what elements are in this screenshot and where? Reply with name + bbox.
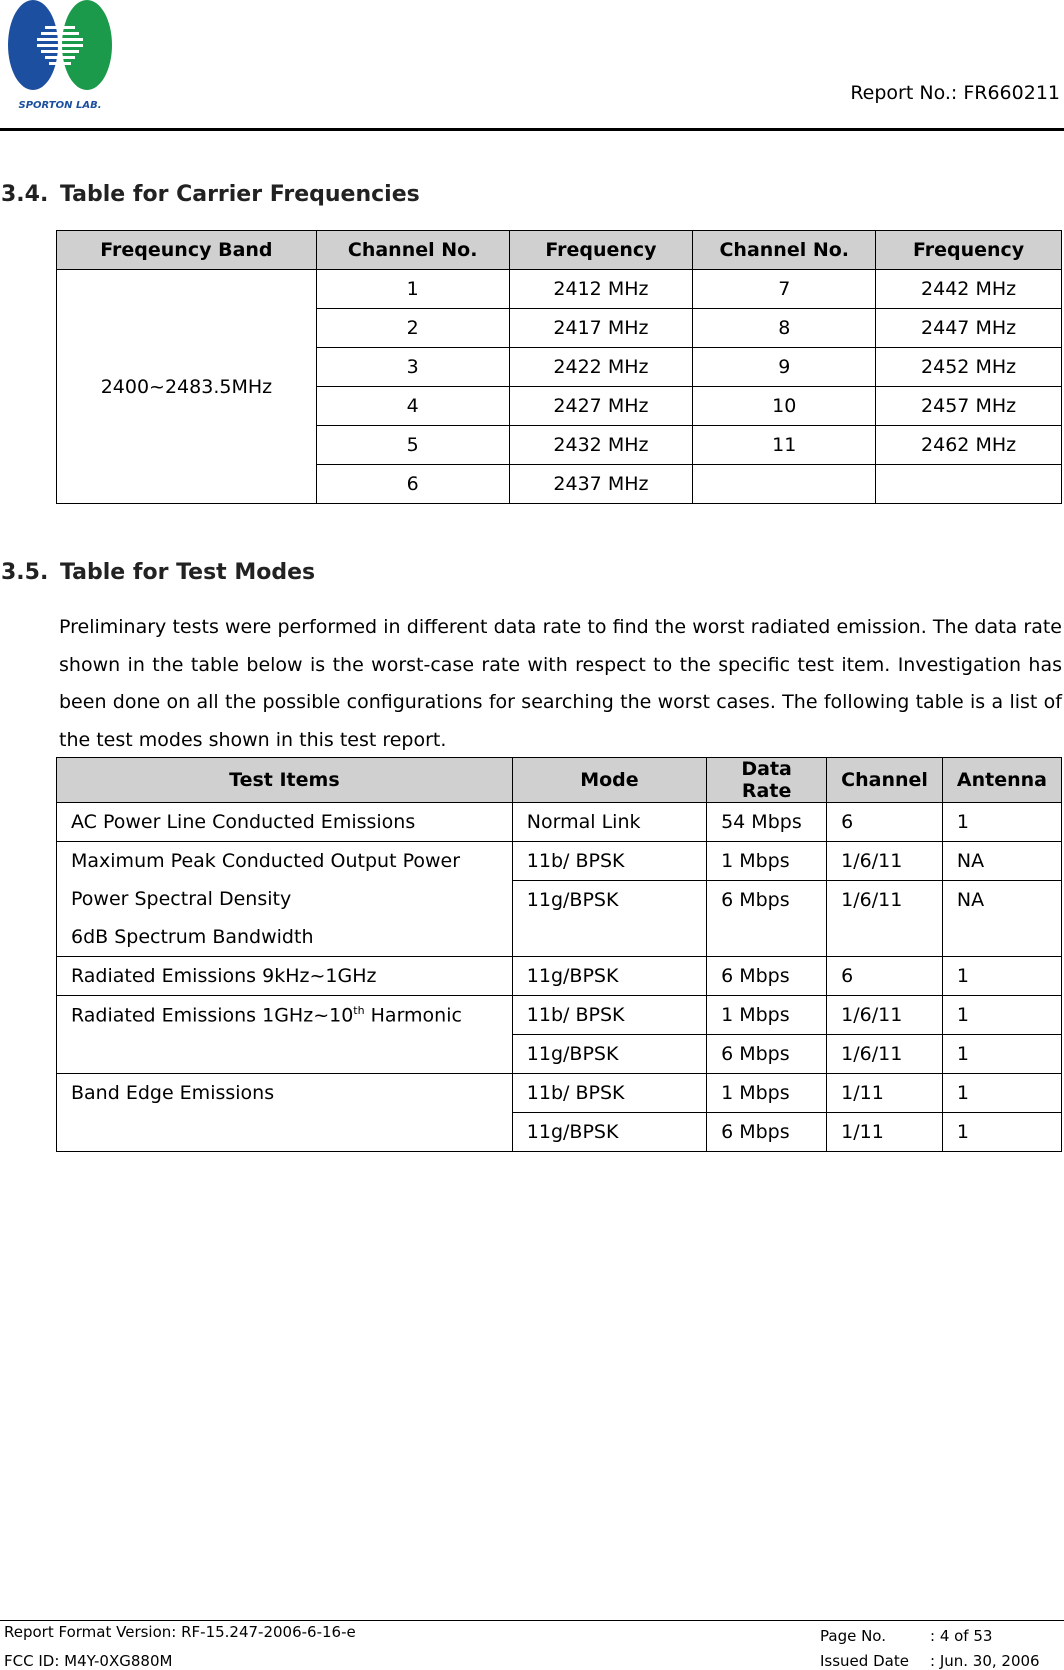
table-cell: 3 <box>316 348 509 387</box>
column-header: Data Rate <box>707 758 827 803</box>
table-cell: 5 <box>316 426 509 465</box>
table-cell: 2457 MHz <box>876 387 1062 426</box>
table-cell: 2452 MHz <box>876 348 1062 387</box>
table-cell: 1/11 <box>827 1074 943 1113</box>
table-cell: 6 Mbps <box>707 1035 827 1074</box>
table-cell: 11g/BPSK <box>512 881 706 957</box>
table-header-row <box>57 758 1062 803</box>
table-cell: 11b/ BPSK <box>512 1074 706 1113</box>
table-cell: 6 <box>316 465 509 504</box>
table-cell: 1 <box>942 1035 1061 1074</box>
table-cell: 1 Mbps <box>707 1074 827 1113</box>
table-cell: 11b/ BPSK <box>512 996 706 1035</box>
table-cell: 8 <box>693 309 876 348</box>
table-cell: 9 <box>693 348 876 387</box>
table-cell: 1/6/11 <box>827 1035 943 1074</box>
table-cell: 1/11 <box>827 1113 943 1152</box>
superscript: th <box>353 1004 365 1017</box>
table-cell: 1 <box>942 957 1061 996</box>
footer-divider <box>0 1620 1064 1621</box>
test-item-line: Power Spectral Density <box>71 888 292 910</box>
test-item-cell: Radiated Emissions 9kHz~1GHz <box>57 957 513 996</box>
test-modes-paragraph: Preliminary tests were performed in different data rate to find the worst radiated emission. The data rate shown in the table below is the worst-case rate with respect to the specific test item. Investigation has been done on all the possible configurations for searching the worst cases. The following table is a list of the test modes shown in this test report. <box>59 616 1062 751</box>
table-cell: 2422 MHz <box>509 348 693 387</box>
table-cell: 2417 MHz <box>509 309 693 348</box>
table-cell: 11g/BPSK <box>512 957 706 996</box>
table-cell: 1/6/11 <box>827 842 943 881</box>
test-item-cell: AC Power Line Conducted Emissions <box>57 803 513 842</box>
table-cell: 11g/BPSK <box>512 1035 706 1074</box>
table-cell: 2447 MHz <box>876 309 1062 348</box>
header-divider <box>0 128 1064 131</box>
report-format-version: Report Format Version: RF-15.247-2006-6-16-e <box>4 1623 356 1641</box>
table-cell: 7 <box>693 270 876 309</box>
table-cell: 1 <box>942 803 1061 842</box>
test-item-line: Maximum Peak Conducted Output Power <box>71 850 461 872</box>
test-item-cell: Band Edge Emissions <box>57 1074 513 1152</box>
table-cell: 10 <box>693 387 876 426</box>
column-header: Frequency <box>876 231 1062 270</box>
table-cell: 1 Mbps <box>707 842 827 881</box>
table-cell: 1 <box>942 1113 1061 1152</box>
fcc-id: FCC ID: M4Y-0XG880M <box>4 1652 173 1670</box>
report-number: Report No.: FR660211 <box>850 82 1060 104</box>
table-cell: 2427 MHz <box>509 387 693 426</box>
table-cell: 6 Mbps <box>707 881 827 957</box>
table-cell: 4 <box>316 387 509 426</box>
section-title: Table for Carrier Frequencies <box>60 182 420 207</box>
table-cell: Normal Link <box>512 803 706 842</box>
table-cell: 1 <box>942 996 1061 1035</box>
table-cell: 1 Mbps <box>707 996 827 1035</box>
issued-date-value: : Jun. 30, 2006 <box>930 1652 1040 1670</box>
table-cell <box>876 465 1062 504</box>
table-cell: 1/6/11 <box>827 996 943 1035</box>
table-cell: 6 <box>827 803 943 842</box>
table-header-row <box>57 231 1062 270</box>
table-cell: 2 <box>316 309 509 348</box>
column-header: Freqeuncy Band <box>57 231 317 270</box>
test-item-text: Harmonic <box>364 1004 462 1027</box>
table-cell: 6 Mbps <box>707 1113 827 1152</box>
test-item-line: 6dB Spectrum Bandwidth <box>71 926 314 948</box>
column-header: Antenna <box>942 758 1061 803</box>
table-cell: 54 Mbps <box>707 803 827 842</box>
column-header: Frequency <box>509 231 693 270</box>
test-item-cell <box>57 996 513 1074</box>
column-header: Channel No. <box>316 231 509 270</box>
page-label: Page No. <box>820 1627 886 1645</box>
table-row <box>57 803 1062 842</box>
table-row <box>57 957 1062 996</box>
table-cell: 6 Mbps <box>707 957 827 996</box>
logo-text: SPORTON LAB. <box>18 100 102 111</box>
section-title: Table for Test Modes <box>60 560 316 585</box>
table-cell: 11 <box>693 426 876 465</box>
column-header: Test Items <box>57 758 513 803</box>
table-cell: NA <box>942 881 1061 957</box>
issued-date-label: Issued Date <box>820 1652 909 1670</box>
table-cell: 2432 MHz <box>509 426 693 465</box>
table-row <box>57 270 1062 309</box>
table-cell: 2437 MHz <box>509 465 693 504</box>
table-cell: 11b/ BPSK <box>512 842 706 881</box>
test-modes-table <box>56 757 1062 1152</box>
section-3-5-heading <box>1 560 315 585</box>
table-cell: NA <box>942 842 1061 881</box>
section-number: 3.4. <box>1 182 49 207</box>
carrier-frequency-table <box>56 230 1062 504</box>
section-3-4-heading <box>1 182 420 207</box>
table-cell: 1 <box>942 1074 1061 1113</box>
table-cell: 6 <box>827 957 943 996</box>
sporton-logo <box>4 0 116 112</box>
table-cell: 11g/BPSK <box>512 1113 706 1152</box>
table-cell: 2462 MHz <box>876 426 1062 465</box>
section-number: 3.5. <box>1 560 49 585</box>
frequency-band-cell: 2400~2483.5MHz <box>57 270 317 504</box>
test-item-text: Radiated Emissions 1GHz~10 <box>71 1004 354 1027</box>
table-row <box>57 996 1062 1035</box>
column-header: Channel No. <box>693 231 876 270</box>
column-header: Mode <box>512 758 706 803</box>
table-cell: 2412 MHz <box>509 270 693 309</box>
column-header: Channel <box>827 758 943 803</box>
page-value: : 4 of 53 <box>930 1627 993 1645</box>
table-cell: 1/6/11 <box>827 881 943 957</box>
table-cell: 1 <box>316 270 509 309</box>
table-row <box>57 1074 1062 1113</box>
table-cell <box>693 465 876 504</box>
test-item-cell <box>57 842 513 957</box>
table-cell: 2442 MHz <box>876 270 1062 309</box>
table-row <box>57 842 1062 881</box>
